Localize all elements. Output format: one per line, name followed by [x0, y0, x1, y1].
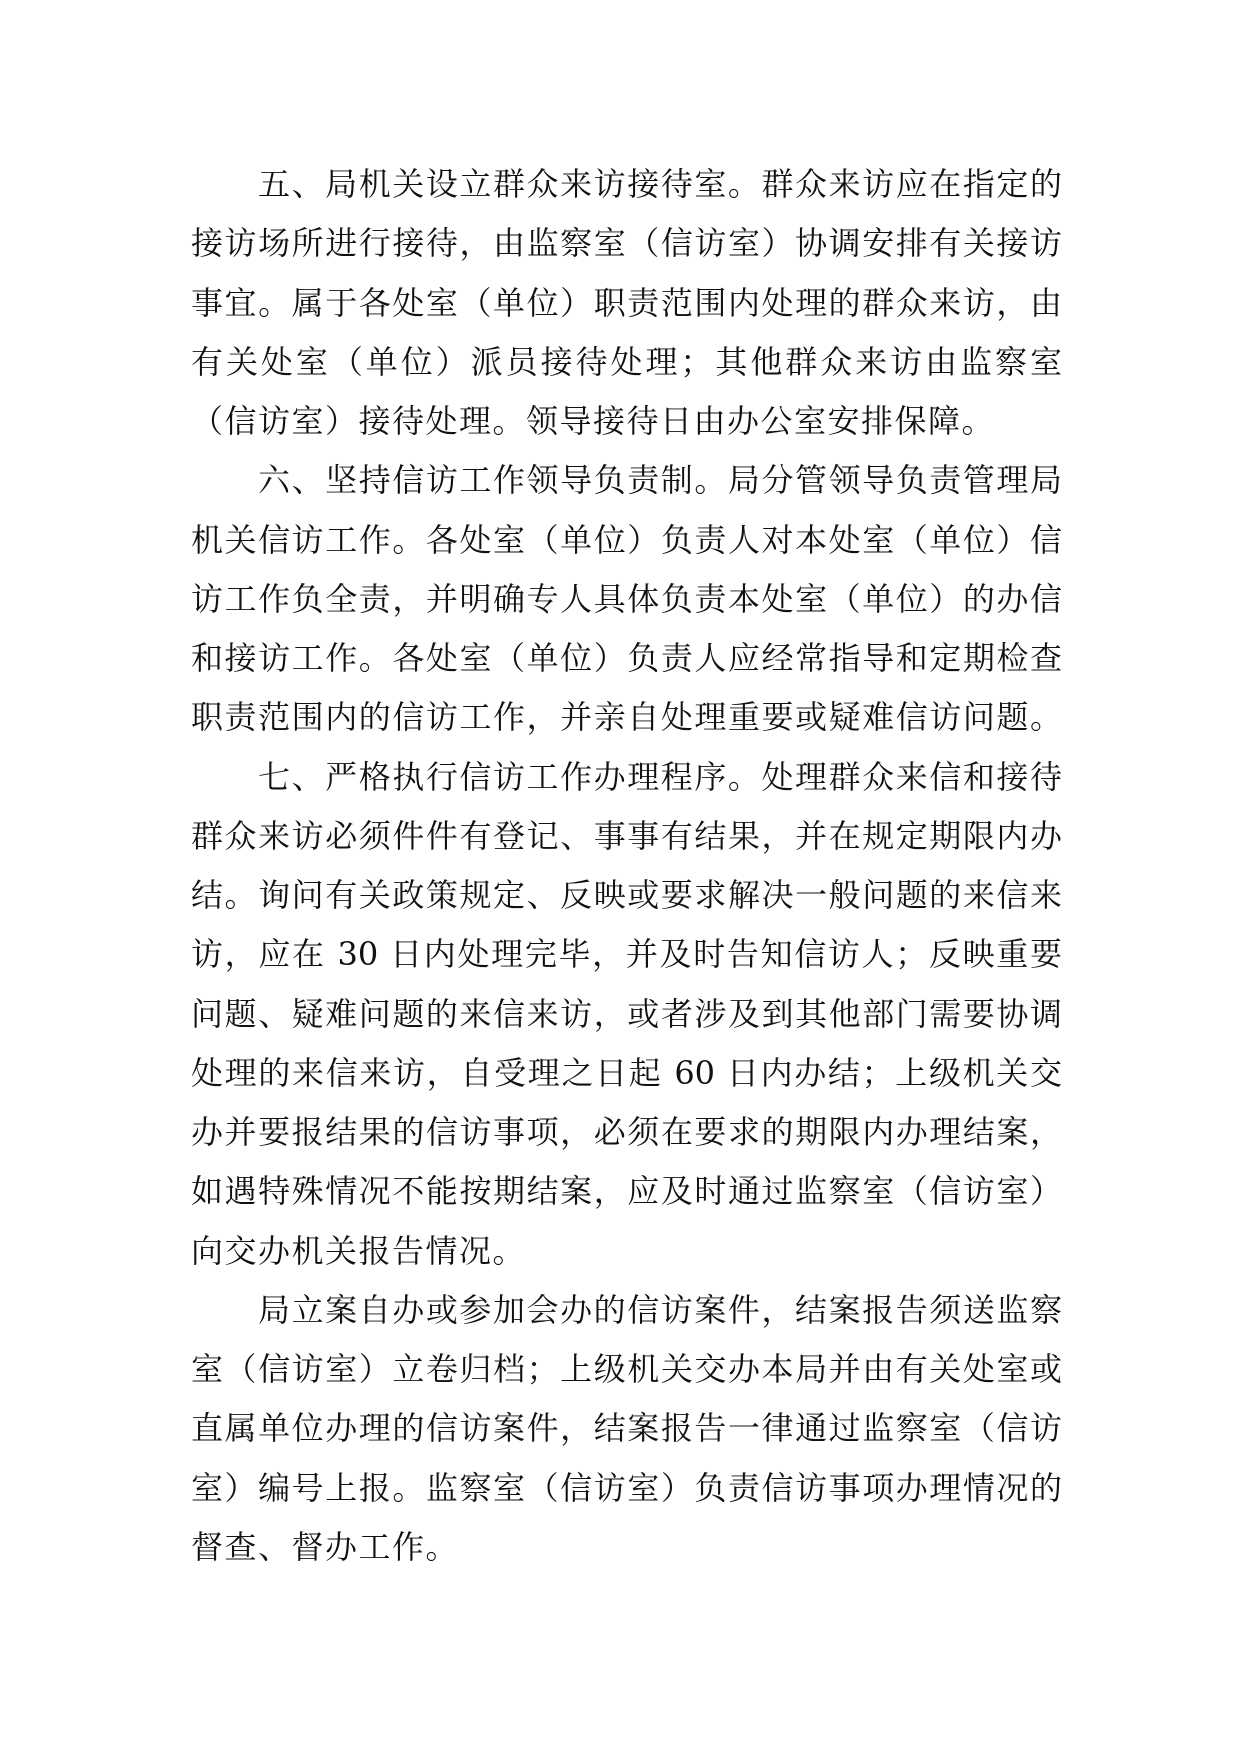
text-line: 督查、督办工作。 [191, 1527, 460, 1566]
text-line: 职责范围内的信访工作，并亲自处理重要或疑难信访问题。 [191, 698, 1062, 737]
paragraph-case-filing [191, 1281, 1062, 1577]
text-line: 室（信访室）立卷归档；上级机关交办本局并由有关处室或 [191, 1350, 1062, 1388]
text-line: 有关处室（单位）派员接待处理；其他群众来访由监察室 [191, 342, 1062, 381]
text-line: 机关信访工作。各处室（单位）负责人对本处室（单位）信 [191, 520, 1062, 559]
text-line: 访工作负全责，并明确专人具体负责本处室（单位）的办信 [191, 579, 1062, 618]
paragraph-section-5 [191, 155, 1062, 451]
text-line: （信访室）接待处理。领导接待日由办公室安排保障。 [191, 402, 996, 440]
document-body [191, 155, 1062, 1577]
text-line: 结。询问有关政策规定、反映或要求解决一般问题的来信来 [191, 876, 1062, 914]
text-line: 群众来访必须件件有登记、事事有结果，并在规定期限内办 [191, 816, 1062, 855]
text-line: 问题、疑难问题的来信来访，或者涉及到其他部门需要协调 [191, 994, 1062, 1033]
text-line: 向交办机关报告情况。 [191, 1231, 527, 1270]
text-line: 直属单位办理的信访案件，结案报告一律通过监察室（信访 [191, 1409, 1062, 1448]
text-line: 事宜。属于各处室（单位）职责范围内处理的群众来访，由 [191, 283, 1062, 322]
text-line: 办并要报结果的信访事项，必须在要求的期限内办理结案， [191, 1113, 1062, 1151]
text-line: 五、局机关设立群众来访接待室。群众来访应在指定的 [258, 165, 1062, 203]
text-line: 访，应在 30 日内处理完毕，并及时告知信访人；反映重要 [191, 935, 1062, 974]
text-line: 接访场所进行接待，由监察室（信访室）协调安排有关接访 [191, 224, 1062, 263]
text-line: 局立案自办或参加会办的信访案件，结案报告须送监察 [258, 1290, 1062, 1329]
text-line: 七、严格执行信访工作办理程序。处理群众来信和接待 [258, 757, 1062, 796]
paragraph-section-7 [191, 748, 1062, 1281]
text-line: 室）编号上报。监察室（信访室）负责信访事项办理情况的 [191, 1468, 1062, 1507]
paragraph-section-6 [191, 451, 1062, 747]
text-line: 处理的来信来访，自受理之日起 60 日内办结；上级机关交 [191, 1053, 1062, 1092]
text-line: 六、坚持信访工作领导负责制。局分管领导负责管理局 [258, 461, 1062, 500]
text-line: 和接访工作。各处室（单位）负责人应经常指导和定期检查 [191, 639, 1062, 677]
text-line: 如遇特殊情况不能按期结案，应及时通过监察室（信访室） [191, 1172, 1062, 1211]
